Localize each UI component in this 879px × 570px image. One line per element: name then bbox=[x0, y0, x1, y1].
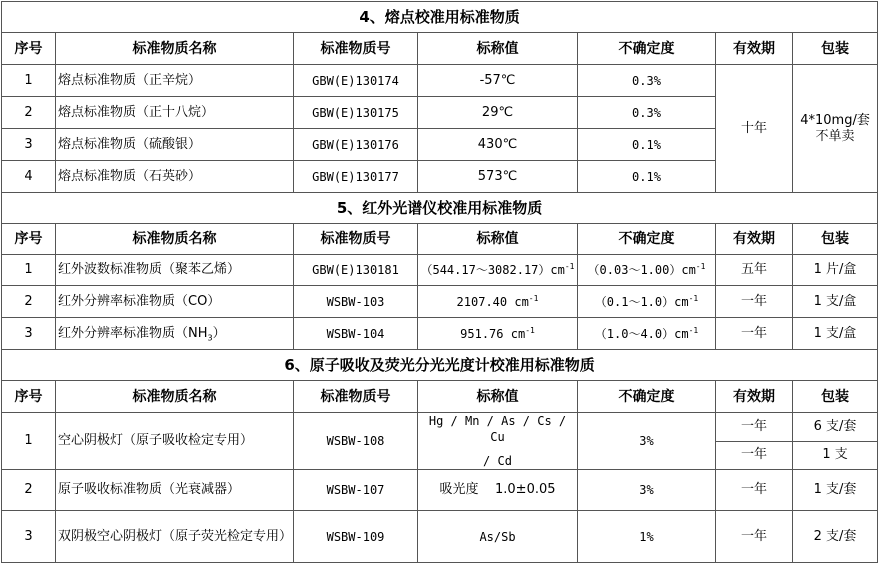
row-validity: 一年 bbox=[716, 413, 793, 442]
row-no: 3 bbox=[2, 511, 56, 563]
row-value: 吸光度 1.0±0.05 bbox=[418, 470, 578, 511]
header-row bbox=[2, 381, 878, 413]
uncertainty-exponent: -1 bbox=[688, 325, 699, 335]
header-row bbox=[2, 224, 878, 255]
package-line: 不单卖 bbox=[815, 128, 855, 144]
col-header-validity: 有效期 bbox=[716, 33, 793, 65]
uncertainty-exponent: -1 bbox=[695, 262, 706, 271]
table-row bbox=[2, 255, 878, 286]
row-uncertainty: 0.1% bbox=[578, 129, 716, 161]
package-line: 4*10mg/套 bbox=[800, 112, 870, 128]
row-uncertainty: 3% bbox=[578, 413, 716, 470]
row-name: 熔点标准物质（石英砂） bbox=[56, 161, 294, 193]
row-value bbox=[418, 255, 578, 286]
row-validity: 一年 bbox=[716, 318, 793, 350]
row-code: GBW(E)130176 bbox=[294, 129, 418, 161]
col-header-code: 标准物质号 bbox=[294, 224, 418, 255]
col-header-package: 包装 bbox=[793, 381, 878, 413]
standard-materials-table bbox=[1, 1, 878, 563]
col-header-package: 包装 bbox=[793, 224, 878, 255]
row-uncertainty bbox=[578, 286, 716, 318]
header-row bbox=[2, 33, 878, 65]
row-value: 29℃ bbox=[418, 97, 578, 129]
table-row bbox=[2, 511, 878, 563]
row-no: 2 bbox=[2, 470, 56, 511]
row-value bbox=[418, 286, 578, 318]
row-uncertainty: 0.3% bbox=[578, 97, 716, 129]
section-title: 5、红外光谱仪校准用标准物质 bbox=[2, 193, 878, 224]
col-header-value: 标称值 bbox=[418, 224, 578, 255]
value-text: （544.17～3082.17）cm bbox=[420, 263, 565, 277]
section-validity: 十年 bbox=[716, 65, 793, 193]
section-title: 6、原子吸收及荧光分光光度计校准用标准物质 bbox=[2, 350, 878, 381]
row-code: GBW(E)130175 bbox=[294, 97, 418, 129]
row-value bbox=[418, 413, 578, 470]
row-code: GBW(E)130181 bbox=[294, 255, 418, 286]
value-text: 951.76 cm bbox=[460, 326, 526, 341]
col-header-package: 包装 bbox=[793, 33, 878, 65]
row-no: 3 bbox=[2, 318, 56, 350]
col-header-name: 标准物质名称 bbox=[56, 224, 294, 255]
value-exponent: -1 bbox=[528, 293, 539, 303]
row-code: WSBW-108 bbox=[294, 413, 418, 470]
row-validity: 一年 bbox=[716, 286, 793, 318]
row-value bbox=[418, 318, 578, 350]
row-code: GBW(E)130174 bbox=[294, 65, 418, 97]
row-name: 红外波数标准物质（聚苯乙烯） bbox=[56, 255, 294, 286]
value-line: / Cd bbox=[483, 454, 512, 468]
name-subscript: 3 bbox=[207, 333, 213, 343]
section-package bbox=[793, 65, 878, 193]
value-exponent: -1 bbox=[564, 262, 575, 271]
row-name: 红外分辨率标准物质（CO） bbox=[56, 286, 294, 318]
row-no: 1 bbox=[2, 65, 56, 97]
row-uncertainty: 3% bbox=[578, 470, 716, 511]
row-name: 双阴极空心阴极灯（原子荧光检定专用） bbox=[56, 511, 294, 563]
uncertainty-text: （0.1～1.0）cm bbox=[594, 294, 689, 309]
value-exponent: -1 bbox=[525, 325, 535, 335]
row-code: WSBW-107 bbox=[294, 470, 418, 511]
row-uncertainty bbox=[578, 318, 716, 350]
name-text: 红外分辨率标准物质（NH bbox=[58, 325, 208, 341]
col-header-no: 序号 bbox=[2, 33, 56, 65]
row-uncertainty: 0.1% bbox=[578, 161, 716, 193]
col-header-code: 标准物质号 bbox=[294, 33, 418, 65]
col-header-value: 标称值 bbox=[418, 33, 578, 65]
col-header-validity: 有效期 bbox=[716, 224, 793, 255]
uncertainty-exponent: -1 bbox=[688, 293, 699, 303]
table-row bbox=[2, 470, 878, 511]
col-header-uncertainty: 不确定度 bbox=[578, 224, 716, 255]
row-value: 430℃ bbox=[418, 129, 578, 161]
row-uncertainty: 1% bbox=[578, 511, 716, 563]
row-uncertainty bbox=[578, 255, 716, 286]
row-value: As/Sb bbox=[418, 511, 578, 563]
row-package: 6 支/套 bbox=[793, 413, 878, 442]
row-name: 熔点标准物质（正十八烷） bbox=[56, 97, 294, 129]
row-validity: 一年 bbox=[716, 441, 793, 470]
value-line: Hg / Mn / As / Cs / Cu bbox=[428, 414, 567, 444]
row-uncertainty: 0.3% bbox=[578, 65, 716, 97]
col-header-code: 标准物质号 bbox=[294, 381, 418, 413]
section-title-row bbox=[2, 193, 878, 224]
row-validity: 五年 bbox=[716, 255, 793, 286]
name-text-end: ） bbox=[212, 325, 226, 341]
row-no: 1 bbox=[2, 255, 56, 286]
row-code: WSBW-109 bbox=[294, 511, 418, 563]
row-package: 1 支/盒 bbox=[793, 318, 878, 350]
uncertainty-text: （1.0～4.0）cm bbox=[594, 326, 689, 341]
row-name: 空心阴极灯（原子吸收检定专用） bbox=[56, 413, 294, 470]
row-no: 3 bbox=[2, 129, 56, 161]
row-name: 原子吸收标准物质（光衰减器） bbox=[56, 470, 294, 511]
row-code: GBW(E)130177 bbox=[294, 161, 418, 193]
col-header-validity: 有效期 bbox=[716, 381, 793, 413]
row-value: 573℃ bbox=[418, 161, 578, 193]
row-no: 4 bbox=[2, 161, 56, 193]
row-validity: 一年 bbox=[716, 511, 793, 563]
uncertainty-text: （0.03～1.00）cm bbox=[587, 263, 696, 277]
row-package: 1 支/盒 bbox=[793, 286, 878, 318]
row-package: 1 支 bbox=[793, 441, 878, 470]
row-code: WSBW-104 bbox=[294, 318, 418, 350]
row-name: 熔点标准物质（正辛烷） bbox=[56, 65, 294, 97]
row-name: 熔点标准物质（硫酸银） bbox=[56, 129, 294, 161]
row-no: 2 bbox=[2, 286, 56, 318]
value-text: 2107.40 cm bbox=[456, 294, 529, 309]
table-row bbox=[2, 318, 878, 350]
row-package: 2 支/套 bbox=[793, 511, 878, 563]
row-package: 1 支/套 bbox=[793, 470, 878, 511]
col-header-name: 标准物质名称 bbox=[56, 381, 294, 413]
row-validity: 一年 bbox=[716, 470, 793, 511]
col-header-uncertainty: 不确定度 bbox=[578, 381, 716, 413]
col-header-no: 序号 bbox=[2, 224, 56, 255]
col-header-no: 序号 bbox=[2, 381, 56, 413]
section-title-row bbox=[2, 2, 878, 33]
row-value: -57℃ bbox=[418, 65, 578, 97]
section-title-row bbox=[2, 350, 878, 381]
row-name bbox=[56, 318, 294, 350]
col-header-name: 标准物质名称 bbox=[56, 33, 294, 65]
row-no: 1 bbox=[2, 413, 56, 470]
table-row bbox=[2, 286, 878, 318]
row-code: WSBW-103 bbox=[294, 286, 418, 318]
row-package: 1 片/盒 bbox=[793, 255, 878, 286]
section-title: 4、熔点校准用标准物质 bbox=[2, 2, 878, 33]
table-row bbox=[2, 413, 878, 442]
col-header-value: 标称值 bbox=[418, 381, 578, 413]
table-row bbox=[2, 65, 878, 97]
col-header-uncertainty: 不确定度 bbox=[578, 33, 716, 65]
row-no: 2 bbox=[2, 97, 56, 129]
